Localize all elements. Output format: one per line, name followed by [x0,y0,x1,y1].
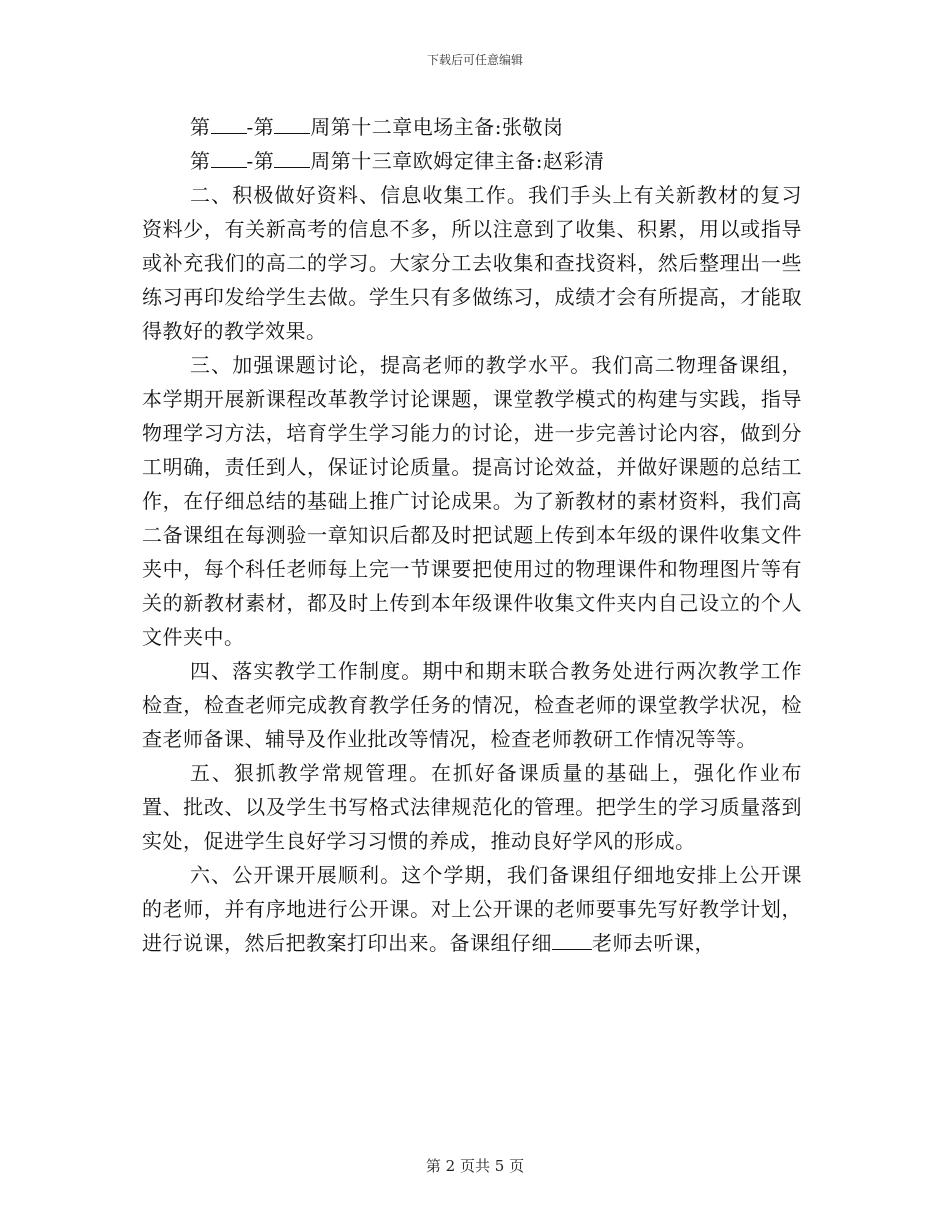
paragraph-system: 四、落实教学工作制度。期中和期末联合教务处进行两次教学工作检查，检查老师完成教育教学任务的情况，检查老师的课堂教学状况，检查老师备课、辅导及作业批改等情况，检查老师教研工作情况等等。 [142,659,802,751]
schedule-suffix: 周第十二章电场主备:张敬岗 [310,115,564,139]
schedule-prefix: 第 [190,149,211,173]
paragraph-open-class [142,858,802,960]
schedule-mid: -第 [246,115,275,139]
schedule-mid: -第 [246,149,275,173]
open-class-text: 六、公开课开展顺利。这个学期，我们备课组仔细地安排上公开课的老师，并有序地进行公开课。对上公开课的老师要事先写好教学计划，进行说课，然后把教案打印出来。备课组仔细 [142,863,802,955]
paragraph-routine: 五、狠抓教学常规管理。在抓好备课质量的基础上，强化作业布置、批改、以及学生书写格式法律规范化的管理。把学生的学习质量落到实处，促进学生良好学习习惯的养成，推动良好学风的形成。 [142,761,802,853]
fill-blank [552,931,592,950]
fill-blank [274,149,310,168]
schedule-line-2 [142,144,802,178]
schedule-line-1 [142,110,802,144]
fill-blank [211,115,247,134]
fill-blank [274,115,310,134]
paragraph-research: 三、加强课题讨论，提高老师的教学水平。我们高二物理备课组，本学期开展新课程改革教学讨论课题，课堂教学模式的构建与实践，指导物理学习方法，培育学生学习能力的讨论，进一步完善讨论内容，做到分工明确，责任到人，保证讨论质量。提高讨论效益，并做好课题的总结工作，在仔细总结的基础上推广讨论成果。为了新教材的素材资料，我们高二备课组在每测验一章知识后都及时把试题上传到本年级的课件收集文件夹中，每个科任老师每上完一节课要把使用过的物理课件和物理图片等有关的新教材素材，都及时上传到本年级课件收集文件夹内自己设立的个人文件夹中。 [142,353,802,649]
document-body [142,110,802,960]
schedule-prefix: 第 [190,115,211,139]
fill-blank [211,149,247,168]
paragraph-materials: 二、积极做好资料、信息收集工作。我们手头上有关新教材的复习资料少，有关新高考的信息不多，所以注意到了收集、积累，用以或指导或补充我们的高二的学习。大家分工去收集和查找资料，然后整理出一些练习再印发给学生去做。学生只有多做练习，成绩才会有所提高，才能取得教好的教学效果。 [142,183,802,343]
open-class-text-end: 老师去听课， [592,931,715,955]
page-number: 第 2 页共 5 页 [425,1157,525,1175]
page-header: 下载后可任意编辑 [426,53,523,67]
schedule-suffix: 周第十三章欧姆定律主备:赵彩清 [310,149,605,173]
